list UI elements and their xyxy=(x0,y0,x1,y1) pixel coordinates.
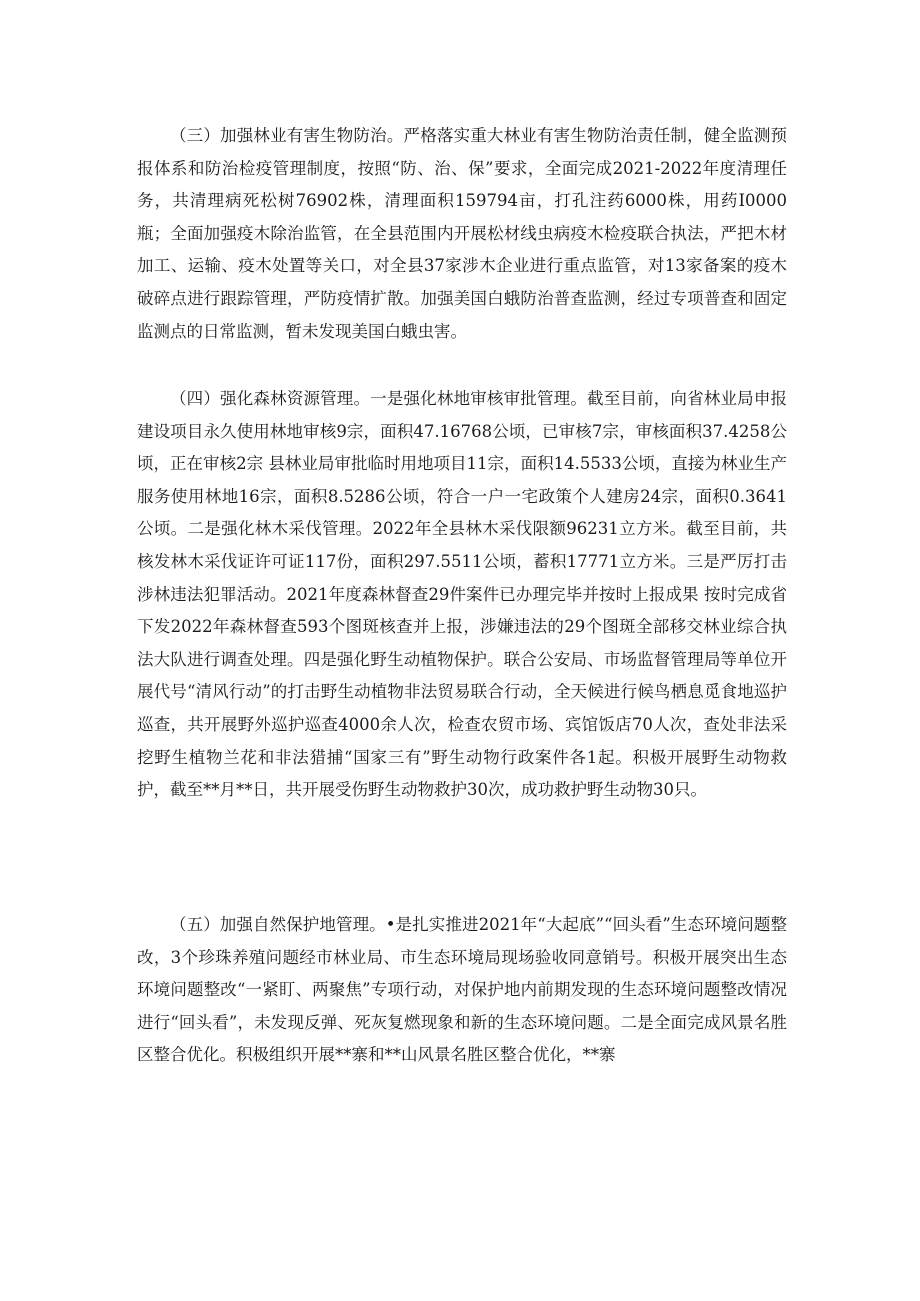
document-body xyxy=(137,120,787,1209)
paragraph-forest-resource-management: （四）强化森林资源管理。一是强化林地审核审批管理。截至目前，向省林业局申报建设项目永久使用林地审核9宗，面积47.16768公顷，已审核7宗，审核面积37.4258公顷，正在审核2宗 县林业局审批临时用地项目11宗，面积14.5533公顷，直接为林业生产服务使用林地16宗，面积8.5286公顷，符合一户一宅政策个人建房24宗，面积0.3641公顷。二是强化林木采伐管理。2022年全县林木采伐限额96231立方米。截至目前，共核发林木采伐证许可证117份，面积297.5511公顷，蓄积17771立方米。三是严厉打击涉林违法犯罪活动。2021年度森林督查29件案件已办理完毕并按时上报成果 按时完成省下发2022年森林督查593个图斑核查并上报，涉嫌违法的29个图斑全部移交林业综合执法大队进行调查处理。四是强化野生动植物保护。联合公安局、市场监督管理局等单位开展代号“清风行动”的打击野生动植物非法贸易联合行动，全天候进行候鸟栖息觅食地巡护巡查，共开展野外巡护巡查4000余人次，检查农贸市场、宾馆饭店70人次，查处非法采挖野生植物兰花和非法猎捕“国家三有”野生动物行政案件各1起。积极开展野生动物救护，截至**月**日，共开展受伤野生动物救护30次，成功救护野生动物30只。 xyxy=(137,389,787,800)
paragraph-forest-pest-control: （三）加强林业有害生物防治。严格落实重大林业有害生物防治责任制，健全监测预报体系和防治检疫管理制度，按照“防、治、保”要求，全面完成2021-2022年度清理任务，共清理病死松树76902株，清理面积159794亩，打孔注药6000株，用药I0000瓶；全面加强疫木除治监管，在全县范围内开展松材线虫病疫木检疫联合执法，严把木材加工、运输、疫木处置等关口，对全县37家涉木企业进行重点监管，对13家备案的疫木破碎点进行跟踪管理，严防疫情扩散。加强美国白蛾防治普查监测，经过专项普查和固定监测点的日常监测，暂未发现美国白蛾虫害。 xyxy=(137,126,787,341)
paragraph-nature-reserve-management: （五）加强自然保护地管理。•是扎实推进2021年“大起底”“回头看”生态环境问题整改，3个珍珠养殖问题经市林业局、市生态环境局现场验收同意销号。积极开展突出生态环境问题整改“一紧盯、两聚焦”专项行动，对保护地内前期发现的生态环境问题整改情况进行“回头看”，未发现反弹、死灰复燃现象和新的生态环境问题。二是全面完成风景名胜区整合优化。积极组织开展**寨和**山风景名胜区整合优化，**寨 xyxy=(137,915,787,1065)
